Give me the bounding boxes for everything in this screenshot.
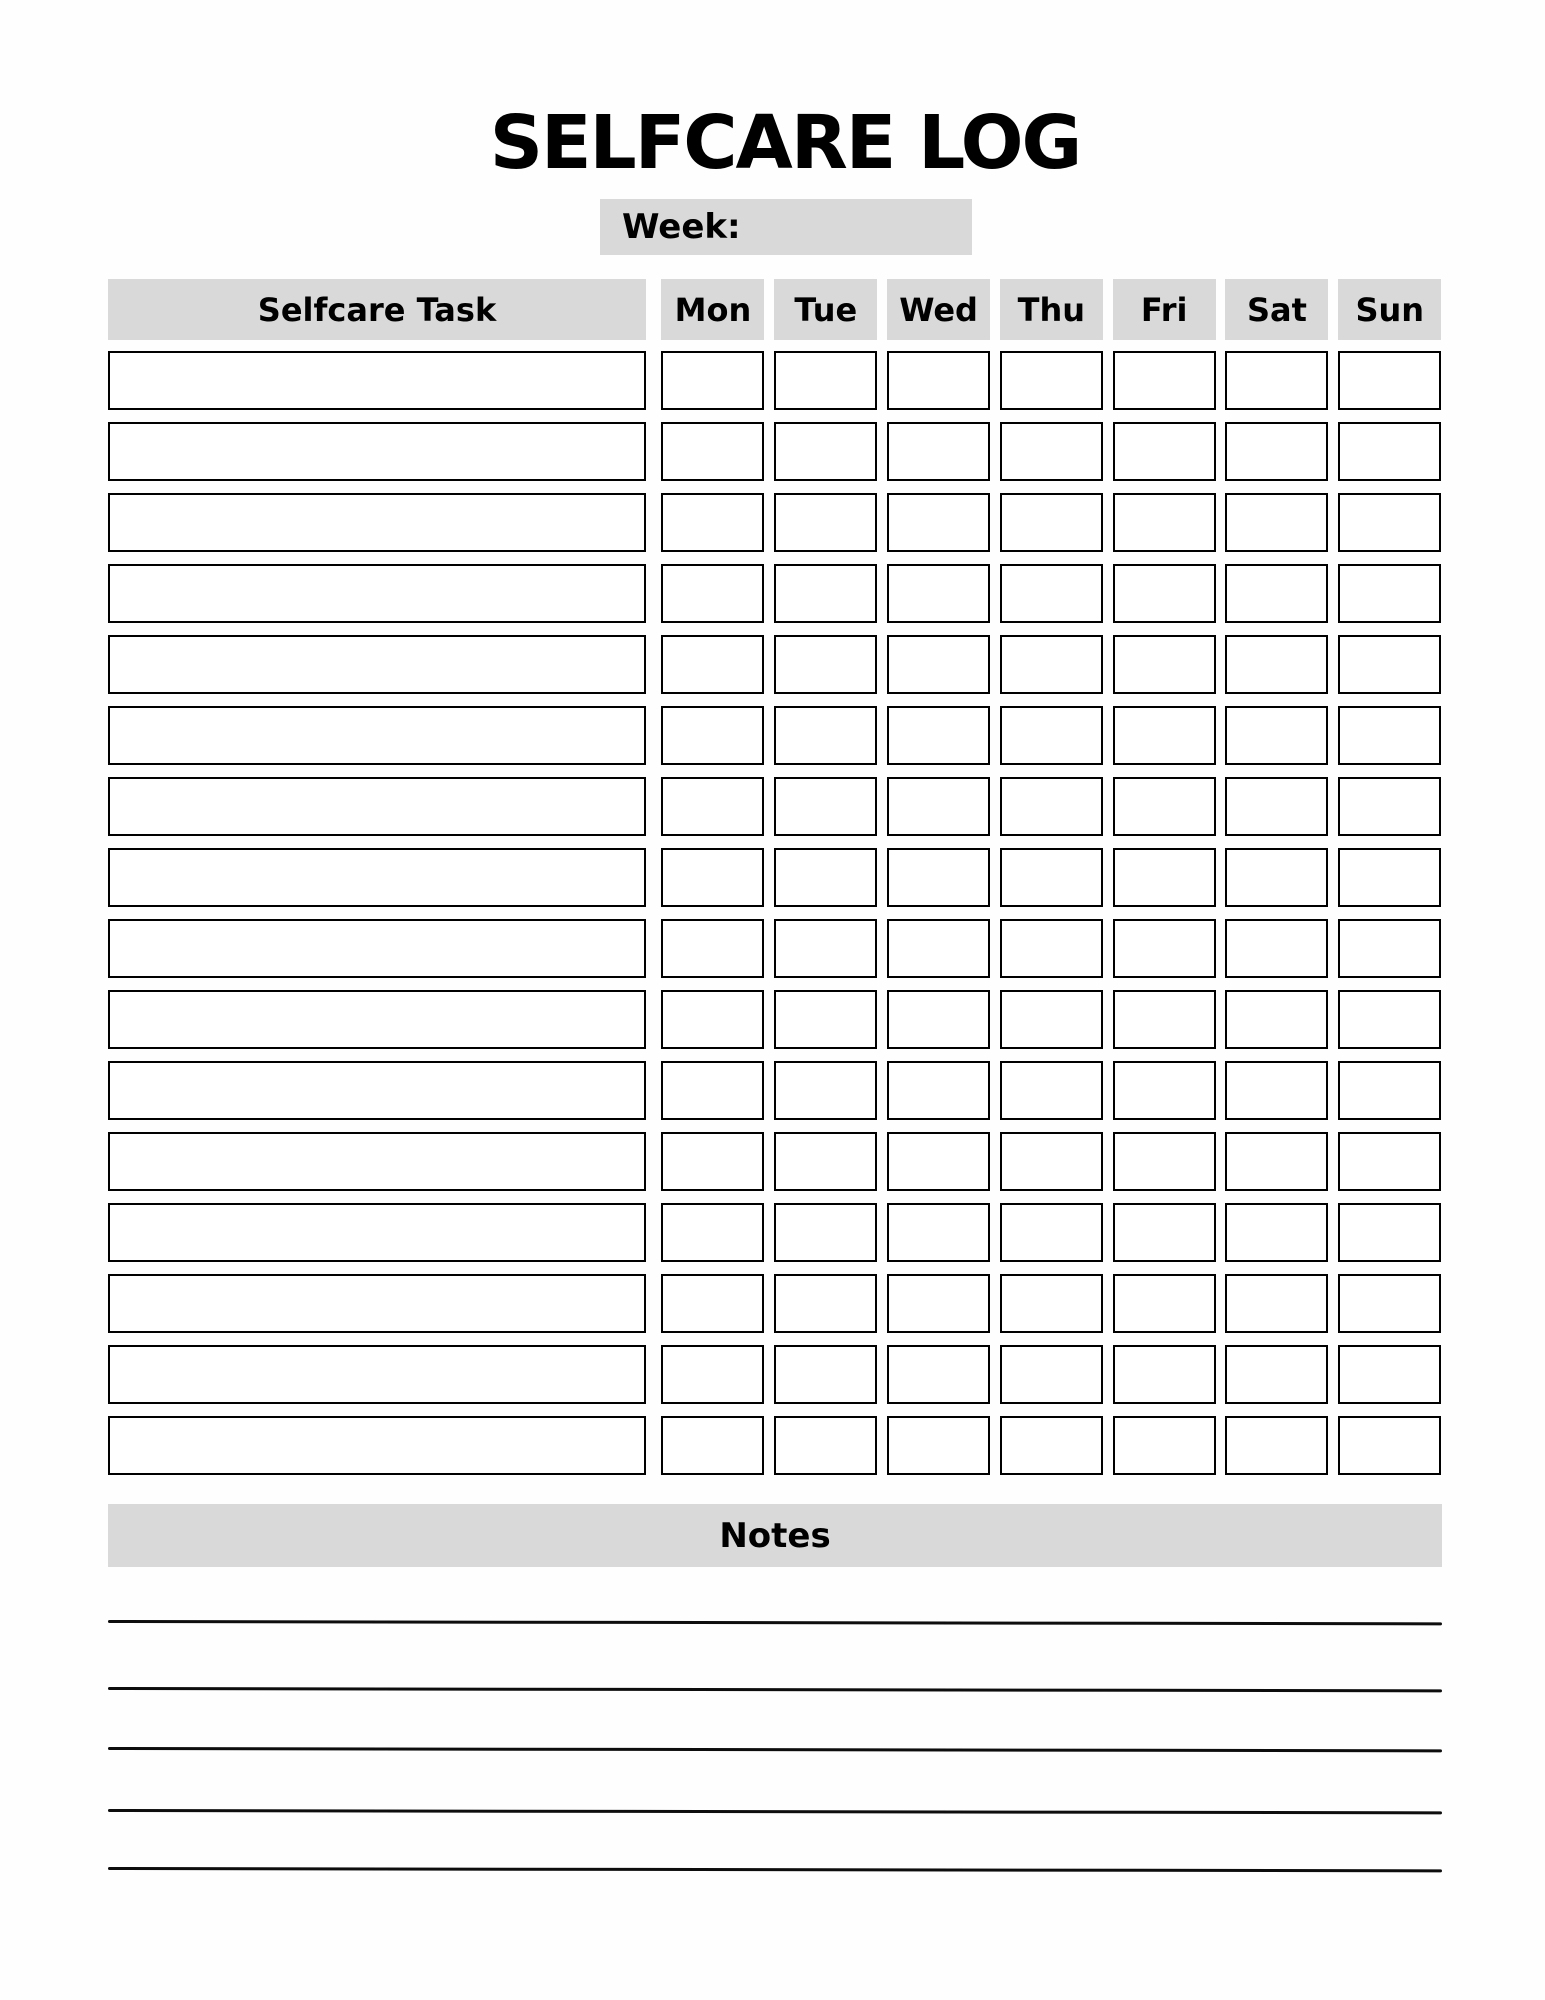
task-row [108, 351, 1442, 410]
task-row [108, 1132, 1442, 1191]
day-checkbox-tue[interactable] [774, 493, 877, 552]
day-checkbox-wed[interactable] [887, 564, 990, 623]
day-checkbox-wed[interactable] [887, 1203, 990, 1262]
task-name-box[interactable] [108, 1274, 646, 1333]
day-checkbox-sat[interactable] [1225, 351, 1328, 410]
day-checkbox-mon[interactable] [661, 564, 764, 623]
day-checkbox-wed[interactable] [887, 351, 990, 410]
day-header-fri: Fri [1113, 279, 1216, 340]
day-checkbox-wed[interactable] [887, 990, 990, 1049]
day-checkbox-fri[interactable] [1113, 777, 1216, 836]
notes-line[interactable] [108, 1620, 1442, 1625]
day-checkbox-sun[interactable] [1338, 990, 1441, 1049]
day-checkbox-fri[interactable] [1113, 564, 1216, 623]
day-checkbox-thu[interactable] [1000, 493, 1103, 552]
day-checkbox-tue[interactable] [774, 1345, 877, 1404]
task-name-box[interactable] [108, 493, 646, 552]
day-header-sun: Sun [1338, 279, 1441, 340]
day-checkbox-tue[interactable] [774, 706, 877, 765]
day-checkbox-wed[interactable] [887, 635, 990, 694]
day-checkbox-tue[interactable] [774, 564, 877, 623]
day-checkbox-tue[interactable] [774, 351, 877, 410]
day-checkbox-wed[interactable] [887, 919, 990, 978]
day-checkbox-wed[interactable] [887, 706, 990, 765]
day-checkbox-thu[interactable] [1000, 1345, 1103, 1404]
notes-line[interactable] [108, 1747, 1442, 1752]
day-checkbox-tue[interactable] [774, 919, 877, 978]
day-checkbox-mon[interactable] [661, 1061, 764, 1120]
day-checkbox-wed[interactable] [887, 848, 990, 907]
task-row [108, 1345, 1442, 1404]
day-checkbox-fri[interactable] [1113, 1345, 1216, 1404]
day-checkbox-sat[interactable] [1225, 1061, 1328, 1120]
day-checkbox-sun[interactable] [1338, 706, 1441, 765]
day-checkbox-fri[interactable] [1113, 493, 1216, 552]
day-checkbox-thu[interactable] [1000, 777, 1103, 836]
day-header-sat: Sat [1225, 279, 1328, 340]
day-checkbox-sat[interactable] [1225, 1274, 1328, 1333]
task-name-box[interactable] [108, 777, 646, 836]
day-checkbox-wed[interactable] [887, 777, 990, 836]
day-checkbox-thu[interactable] [1000, 564, 1103, 623]
day-checkbox-tue[interactable] [774, 422, 877, 481]
day-checkbox-mon[interactable] [661, 919, 764, 978]
day-checkbox-fri[interactable] [1113, 1132, 1216, 1191]
task-name-box[interactable] [108, 1132, 646, 1191]
day-checkbox-wed[interactable] [887, 1061, 990, 1120]
day-header-tue: Tue [774, 279, 877, 340]
day-checkbox-sat[interactable] [1225, 493, 1328, 552]
day-header-mon: Mon [661, 279, 764, 340]
notes-line[interactable] [108, 1809, 1442, 1814]
week-field[interactable] [600, 199, 972, 255]
day-checkbox-thu[interactable] [1000, 1416, 1103, 1475]
day-checkbox-wed[interactable] [887, 1416, 990, 1475]
day-checkbox-sat[interactable] [1225, 1132, 1328, 1191]
day-checkbox-fri[interactable] [1113, 706, 1216, 765]
day-checkbox-wed[interactable] [887, 1345, 990, 1404]
task-row [108, 919, 1442, 978]
task-row [108, 1274, 1442, 1333]
task-name-box[interactable] [108, 706, 646, 765]
day-checkbox-mon[interactable] [661, 493, 764, 552]
day-checkbox-fri[interactable] [1113, 848, 1216, 907]
day-checkbox-fri[interactable] [1113, 635, 1216, 694]
day-checkbox-sun[interactable] [1338, 1416, 1441, 1475]
day-checkbox-mon[interactable] [661, 848, 764, 907]
task-row [108, 493, 1442, 552]
day-checkbox-sun[interactable] [1338, 848, 1441, 907]
day-checkbox-tue[interactable] [774, 848, 877, 907]
day-checkbox-fri[interactable] [1113, 990, 1216, 1049]
day-checkbox-fri[interactable] [1113, 1274, 1216, 1333]
day-checkbox-mon[interactable] [661, 1132, 764, 1191]
task-row [108, 706, 1442, 765]
day-checkbox-fri[interactable] [1113, 1416, 1216, 1475]
day-checkbox-sat[interactable] [1225, 1416, 1328, 1475]
day-checkbox-thu[interactable] [1000, 1132, 1103, 1191]
day-checkbox-sun[interactable] [1338, 1274, 1441, 1333]
day-checkbox-sun[interactable] [1338, 919, 1441, 978]
task-name-box[interactable] [108, 1203, 646, 1262]
task-name-box[interactable] [108, 1416, 646, 1475]
day-checkbox-sat[interactable] [1225, 919, 1328, 978]
task-row [108, 1061, 1442, 1120]
task-name-box[interactable] [108, 990, 646, 1049]
day-checkbox-sun[interactable] [1338, 493, 1441, 552]
notes-header-bar [108, 1504, 1442, 1567]
day-checkbox-thu[interactable] [1000, 422, 1103, 481]
day-checkbox-wed[interactable] [887, 493, 990, 552]
day-checkbox-tue[interactable] [774, 1203, 877, 1262]
day-checkbox-mon[interactable] [661, 635, 764, 694]
task-name-box[interactable] [108, 422, 646, 481]
day-checkbox-sat[interactable] [1225, 848, 1328, 907]
day-checkbox-thu[interactable] [1000, 1061, 1103, 1120]
day-checkbox-sun[interactable] [1338, 564, 1441, 623]
day-checkbox-sun[interactable] [1338, 777, 1441, 836]
day-checkbox-sat[interactable] [1225, 990, 1328, 1049]
day-checkbox-sun[interactable] [1338, 1203, 1441, 1262]
day-checkbox-tue[interactable] [774, 1416, 877, 1475]
notes-label: Notes [719, 1515, 831, 1556]
task-row [108, 848, 1442, 907]
day-checkbox-fri[interactable] [1113, 1061, 1216, 1120]
day-checkbox-mon[interactable] [661, 706, 764, 765]
day-checkbox-mon[interactable] [661, 1203, 764, 1262]
task-row [108, 564, 1442, 623]
day-checkbox-sat[interactable] [1225, 1345, 1328, 1404]
day-checkbox-fri[interactable] [1113, 351, 1216, 410]
day-checkbox-thu[interactable] [1000, 919, 1103, 978]
table-header-row [108, 279, 1442, 340]
day-checkbox-tue[interactable] [774, 990, 877, 1049]
day-header-wed: Wed [887, 279, 990, 340]
day-checkbox-sat[interactable] [1225, 706, 1328, 765]
day-checkbox-thu[interactable] [1000, 635, 1103, 694]
notes-line[interactable] [108, 1687, 1442, 1692]
task-name-box[interactable] [108, 919, 646, 978]
day-checkbox-thu[interactable] [1000, 1274, 1103, 1333]
day-checkbox-sat[interactable] [1225, 635, 1328, 694]
day-checkbox-sun[interactable] [1338, 635, 1441, 694]
day-checkbox-fri[interactable] [1113, 422, 1216, 481]
task-name-box[interactable] [108, 848, 646, 907]
day-checkbox-sat[interactable] [1225, 564, 1328, 623]
task-row [108, 635, 1442, 694]
task-row [108, 1416, 1442, 1475]
task-row [108, 422, 1442, 481]
day-checkbox-mon[interactable] [661, 1274, 764, 1333]
day-checkbox-tue[interactable] [774, 1274, 877, 1333]
day-checkbox-thu[interactable] [1000, 1203, 1103, 1262]
day-checkbox-mon[interactable] [661, 1416, 764, 1475]
day-checkbox-wed[interactable] [887, 422, 990, 481]
day-checkbox-sun[interactable] [1338, 1061, 1441, 1120]
task-column-header: Selfcare Task [108, 279, 646, 340]
day-checkbox-mon[interactable] [661, 422, 764, 481]
day-checkbox-thu[interactable] [1000, 990, 1103, 1049]
day-checkbox-sat[interactable] [1225, 777, 1328, 836]
task-name-box[interactable] [108, 351, 646, 410]
day-checkbox-sun[interactable] [1338, 422, 1441, 481]
day-checkbox-fri[interactable] [1113, 1203, 1216, 1262]
day-checkbox-thu[interactable] [1000, 706, 1103, 765]
day-checkbox-mon[interactable] [661, 777, 764, 836]
day-checkbox-thu[interactable] [1000, 351, 1103, 410]
day-checkbox-tue[interactable] [774, 1132, 877, 1191]
day-checkbox-tue[interactable] [774, 1061, 877, 1120]
task-row [108, 777, 1442, 836]
day-checkbox-tue[interactable] [774, 777, 877, 836]
day-checkbox-sun[interactable] [1338, 1132, 1441, 1191]
day-checkbox-mon[interactable] [661, 1345, 764, 1404]
notes-line[interactable] [108, 1867, 1442, 1872]
week-value-input[interactable] [741, 199, 972, 255]
day-checkbox-mon[interactable] [661, 990, 764, 1049]
day-checkbox-sat[interactable] [1225, 422, 1328, 481]
task-name-box[interactable] [108, 635, 646, 694]
page-title: SELFCARE LOG [489, 100, 1081, 186]
task-name-box[interactable] [108, 564, 646, 623]
task-name-box[interactable] [108, 1345, 646, 1404]
day-checkbox-sun[interactable] [1338, 351, 1441, 410]
day-checkbox-wed[interactable] [887, 1132, 990, 1191]
day-header-thu: Thu [1000, 279, 1103, 340]
week-label: Week: [622, 207, 741, 247]
day-checkbox-tue[interactable] [774, 635, 877, 694]
task-rows-container [108, 351, 1442, 1475]
task-row [108, 1203, 1442, 1262]
day-checkbox-fri[interactable] [1113, 919, 1216, 978]
day-checkbox-mon[interactable] [661, 351, 764, 410]
task-row [108, 990, 1442, 1049]
day-checkbox-wed[interactable] [887, 1274, 990, 1333]
day-checkbox-sat[interactable] [1225, 1203, 1328, 1262]
day-checkbox-sun[interactable] [1338, 1345, 1441, 1404]
task-name-box[interactable] [108, 1061, 646, 1120]
day-checkbox-thu[interactable] [1000, 848, 1103, 907]
